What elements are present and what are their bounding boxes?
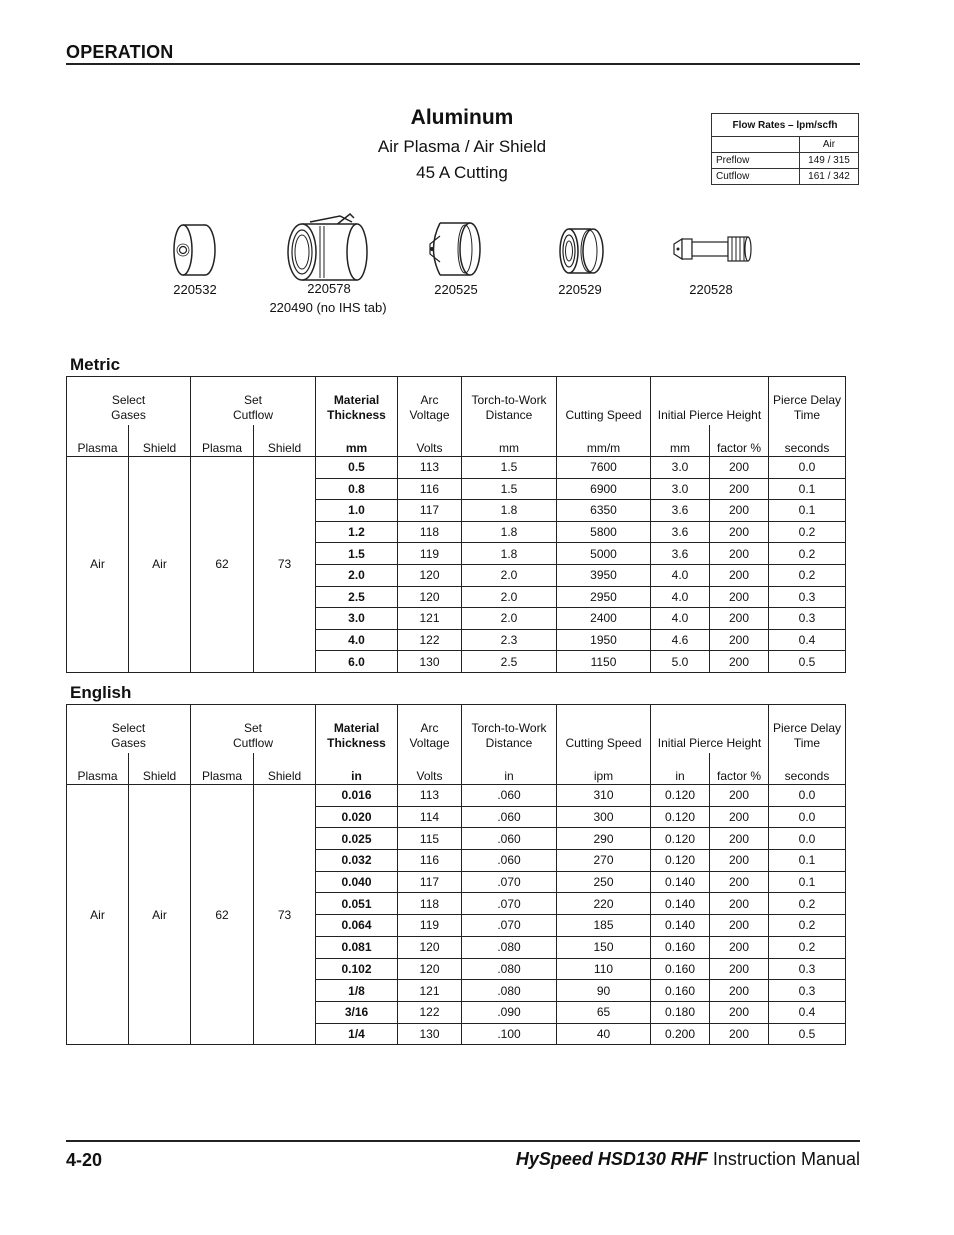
unit-label: factor % [710, 753, 769, 785]
header-torch-to-work: Torch-to-Work Distance [462, 377, 557, 425]
table-cell: 5.0 [651, 651, 710, 673]
table-cell: 200 [710, 1001, 769, 1023]
table-cell: 200 [710, 980, 769, 1002]
table-cell: .080 [462, 980, 557, 1002]
gas-setting-cell: 62 [191, 785, 254, 1045]
header-set-cutflow: Set Cutflow [191, 705, 316, 753]
table-cell: 0.032 [316, 850, 398, 872]
table-cell: 0.064 [316, 915, 398, 937]
table-cell: 0.1 [769, 478, 846, 500]
table-cell: 0.140 [651, 893, 710, 915]
shield-cap-icon [170, 220, 220, 280]
table-cell: 118 [398, 521, 462, 543]
table-cell: 4.0 [316, 629, 398, 651]
table-cell: 2.0 [462, 608, 557, 630]
table-cell: 110 [557, 958, 651, 980]
table-cell: 2950 [557, 586, 651, 608]
table-cell: 7600 [557, 457, 651, 479]
header-material-thickness: Material Thickness [316, 705, 398, 753]
metric-label: Metric [70, 355, 121, 374]
table-cell: 0.4 [769, 629, 846, 651]
unit-label: Volts [398, 753, 462, 785]
unit-label: factor % [710, 425, 769, 457]
table-cell: 120 [398, 958, 462, 980]
table-cell: 0.8 [316, 478, 398, 500]
table-cell: 1.0 [316, 500, 398, 522]
table-cell: 6900 [557, 478, 651, 500]
table-cell: 250 [557, 871, 651, 893]
table-cell: 0.2 [769, 543, 846, 565]
table-cell: 3.0 [316, 608, 398, 630]
table-cell: 2.0 [462, 564, 557, 586]
table-cell: 3.6 [651, 500, 710, 522]
gas-setting-cell: Air [67, 785, 129, 1045]
table-cell: 0.4 [769, 1001, 846, 1023]
table-cell: 0.3 [769, 980, 846, 1002]
table-cell: .100 [462, 1023, 557, 1045]
table-cell: 0.1 [769, 500, 846, 522]
unit-label: mm [316, 425, 398, 457]
table-cell: 3.6 [651, 543, 710, 565]
table-cell: 0.140 [651, 915, 710, 937]
table-cell: 200 [710, 521, 769, 543]
table-cell: 2.0 [462, 586, 557, 608]
header-torch-to-work: Torch-to-Work Distance [462, 705, 557, 753]
unit-label: Shield [129, 753, 191, 785]
gas-setting-cell: Air [67, 457, 129, 673]
table-cell: 115 [398, 828, 462, 850]
unit-label: in [651, 753, 710, 785]
table-cell: 270 [557, 850, 651, 872]
table-cell: .060 [462, 806, 557, 828]
table-cell: 200 [710, 543, 769, 565]
table-row [67, 457, 846, 479]
table-cell: 0.016 [316, 785, 398, 807]
table-cell: 117 [398, 871, 462, 893]
footer-rule [66, 1140, 860, 1142]
table-cell: 0.2 [769, 521, 846, 543]
table-cell: 121 [398, 980, 462, 1002]
table-cell: 200 [710, 806, 769, 828]
table-cell: 200 [710, 785, 769, 807]
header-cutting-speed: Cutting Speed [557, 377, 651, 425]
table-cell: 0.040 [316, 871, 398, 893]
table-cell: 65 [557, 1001, 651, 1023]
flow-row-label: Cutflow [712, 169, 800, 185]
header-arc-voltage: Arc Voltage [398, 377, 462, 425]
table-cell: 200 [710, 586, 769, 608]
table-cell: 0.120 [651, 785, 710, 807]
section-title: OPERATION [66, 42, 174, 62]
gas-setting-cell: 73 [254, 457, 316, 673]
table-cell: 0.2 [769, 915, 846, 937]
table-cell: 200 [710, 478, 769, 500]
header-select-gases: Select Gases [67, 377, 191, 425]
table-cell: 2400 [557, 608, 651, 630]
unit-label: seconds [769, 753, 846, 785]
unit-label: in [462, 753, 557, 785]
unit-label: ipm [557, 753, 651, 785]
table-cell: .060 [462, 850, 557, 872]
table-cell: 2.0 [316, 564, 398, 586]
metric-cut-chart-table [66, 376, 846, 673]
table-cell: 4.0 [651, 564, 710, 586]
header-pierce-delay: Pierce Delay Time [769, 705, 846, 753]
table-cell: 130 [398, 651, 462, 673]
table-cell: 2.5 [316, 586, 398, 608]
table-cell: 5800 [557, 521, 651, 543]
table-cell: 0.1 [769, 871, 846, 893]
table-cell: 200 [710, 893, 769, 915]
header-cutting-speed: Cutting Speed [557, 705, 651, 753]
flow-row-value: 161 / 342 [800, 169, 859, 185]
table-cell: 200 [710, 936, 769, 958]
gas-setting-cell: Air [129, 457, 191, 673]
table-cell: 0.180 [651, 1001, 710, 1023]
table-cell: 200 [710, 1023, 769, 1045]
table-cell: 0.102 [316, 958, 398, 980]
unit-label: Plasma [191, 753, 254, 785]
table-cell: 0.0 [769, 828, 846, 850]
table-cell: 1950 [557, 629, 651, 651]
table-cell: 0.140 [651, 871, 710, 893]
table-cell: 6.0 [316, 651, 398, 673]
electrode-icon [670, 232, 755, 266]
table-cell: 200 [710, 850, 769, 872]
table-cell: 200 [710, 915, 769, 937]
table-cell: 0.3 [769, 958, 846, 980]
table-cell: 200 [710, 629, 769, 651]
table-cell: 0.200 [651, 1023, 710, 1045]
table-cell: 118 [398, 893, 462, 915]
part-number: 220578 [307, 281, 351, 296]
table-cell: 3950 [557, 564, 651, 586]
table-cell: 200 [710, 871, 769, 893]
table-cell: 113 [398, 785, 462, 807]
table-cell: 0.020 [316, 806, 398, 828]
product-name: HySpeed HSD130 RHF [515, 1149, 708, 1169]
unit-label: mm/m [557, 425, 651, 457]
table-cell: 122 [398, 1001, 462, 1023]
manual-title [516, 1149, 860, 1170]
table-cell: 1/8 [316, 980, 398, 1002]
unit-label: in [316, 753, 398, 785]
table-cell: 200 [710, 608, 769, 630]
table-cell: 0.3 [769, 608, 846, 630]
header-initial-pierce-height: Initial Pierce Height [651, 377, 769, 425]
table-row [67, 785, 846, 807]
table-cell: .080 [462, 958, 557, 980]
table-cell: 0.0 [769, 457, 846, 479]
table-cell: 3.6 [651, 521, 710, 543]
subtitle-gases: Air Plasma / Air Shield [377, 137, 547, 156]
table-cell: 200 [710, 564, 769, 586]
unit-label: Shield [254, 753, 316, 785]
table-cell: 0.1 [769, 850, 846, 872]
manual-suffix: Instruction Manual [707, 1149, 860, 1169]
header-pierce-delay: Pierce Delay Time [769, 377, 846, 425]
table-cell: 1.2 [316, 521, 398, 543]
english-cut-chart-table [66, 704, 846, 1045]
unit-label: Plasma [67, 425, 129, 457]
table-cell: 150 [557, 936, 651, 958]
table-cell: 0.120 [651, 828, 710, 850]
table-cell: 200 [710, 958, 769, 980]
table-cell: 0.081 [316, 936, 398, 958]
table-cell: 0.5 [769, 1023, 846, 1045]
table-cell: 40 [557, 1023, 651, 1045]
gas-setting-cell: 73 [254, 785, 316, 1045]
part-number: 220532 [173, 282, 217, 297]
table-cell: .060 [462, 828, 557, 850]
table-cell: 200 [710, 500, 769, 522]
table-cell: 117 [398, 500, 462, 522]
table-cell: .060 [462, 785, 557, 807]
table-cell: 0.0 [769, 806, 846, 828]
part-number: 220525 [434, 282, 478, 297]
table-cell: .080 [462, 936, 557, 958]
table-cell: 113 [398, 457, 462, 479]
table-cell: 4.0 [651, 608, 710, 630]
table-cell: 6350 [557, 500, 651, 522]
table-cell: 3/16 [316, 1001, 398, 1023]
table-cell: 120 [398, 936, 462, 958]
table-cell: 300 [557, 806, 651, 828]
table-cell: 4.0 [651, 586, 710, 608]
table-cell: 0.160 [651, 958, 710, 980]
table-cell: 116 [398, 850, 462, 872]
table-cell: 1.5 [316, 543, 398, 565]
table-cell: .070 [462, 893, 557, 915]
unit-label: Shield [129, 425, 191, 457]
table-cell: 310 [557, 785, 651, 807]
table-cell: 0.2 [769, 893, 846, 915]
table-cell: 1.8 [462, 521, 557, 543]
retaining-cap-icon [280, 210, 375, 285]
gas-setting-cell: 62 [191, 457, 254, 673]
flow-rates-title: Flow Rates – lpm/scfh [712, 114, 859, 137]
table-cell: 0.5 [769, 651, 846, 673]
unit-label: mm [651, 425, 710, 457]
header-select-gases: Select Gases [67, 705, 191, 753]
unit-label: Volts [398, 425, 462, 457]
table-cell: .070 [462, 915, 557, 937]
unit-label: Plasma [67, 753, 129, 785]
header-material-thickness: Material Thickness [316, 377, 398, 425]
table-cell: 3.0 [651, 457, 710, 479]
table-cell: 0.120 [651, 806, 710, 828]
table-cell: 120 [398, 564, 462, 586]
table-cell: 220 [557, 893, 651, 915]
table-cell: 200 [710, 651, 769, 673]
table-cell: 121 [398, 608, 462, 630]
table-cell: 2.3 [462, 629, 557, 651]
flow-row-label: Preflow [712, 153, 800, 169]
table-cell: 0.160 [651, 980, 710, 1002]
table-cell: 0.2 [769, 564, 846, 586]
table-cell: 0.120 [651, 850, 710, 872]
table-cell: 1.5 [462, 478, 557, 500]
header-arc-voltage: Arc Voltage [398, 705, 462, 753]
header-rule [66, 63, 860, 65]
gas-setting-cell: Air [129, 785, 191, 1045]
header-set-cutflow: Set Cutflow [191, 377, 316, 425]
table-cell: 5000 [557, 543, 651, 565]
table-cell: 0.5 [316, 457, 398, 479]
part-number: 220529 [558, 282, 602, 297]
table-cell: 1.8 [462, 500, 557, 522]
part-number: 220528 [689, 282, 733, 297]
flow-rates-table [711, 113, 859, 185]
table-cell: 0.051 [316, 893, 398, 915]
flow-gas-header: Air [800, 137, 859, 153]
table-cell: 119 [398, 915, 462, 937]
table-cell: 200 [710, 828, 769, 850]
table-cell: .070 [462, 871, 557, 893]
header-initial-pierce-height: Initial Pierce Height [651, 705, 769, 753]
table-cell: 3.0 [651, 478, 710, 500]
unit-label: Shield [254, 425, 316, 457]
table-cell: 1.8 [462, 543, 557, 565]
table-cell: 0.025 [316, 828, 398, 850]
table-cell: 1/4 [316, 1023, 398, 1045]
english-label: English [70, 683, 132, 702]
table-cell: 0.3 [769, 586, 846, 608]
unit-label: seconds [769, 425, 846, 457]
unit-label: mm [462, 425, 557, 457]
table-cell: 200 [710, 457, 769, 479]
table-cell: 0.160 [651, 936, 710, 958]
table-cell: .090 [462, 1001, 557, 1023]
table-cell: 130 [398, 1023, 462, 1045]
table-cell: 120 [398, 586, 462, 608]
nozzle-icon [425, 218, 485, 280]
table-cell: 185 [557, 915, 651, 937]
table-cell: 0.2 [769, 936, 846, 958]
page-number: 4-20 [66, 1150, 103, 1170]
table-cell: 1.5 [462, 457, 557, 479]
flow-row-value: 149 / 315 [800, 153, 859, 169]
subtitle-current: 45 A Cutting [416, 163, 508, 182]
table-cell: 114 [398, 806, 462, 828]
table-cell: 90 [557, 980, 651, 1002]
table-cell: 4.6 [651, 629, 710, 651]
unit-label: Plasma [191, 425, 254, 457]
table-cell: 1150 [557, 651, 651, 673]
table-cell: 116 [398, 478, 462, 500]
swirl-ring-icon [555, 225, 610, 277]
page-title: Aluminum [410, 106, 514, 129]
table-cell: 290 [557, 828, 651, 850]
table-cell: 122 [398, 629, 462, 651]
table-cell: 0.0 [769, 785, 846, 807]
part-number-note: 220490 (no IHS tab) [269, 300, 387, 315]
table-cell: 119 [398, 543, 462, 565]
table-cell: 2.5 [462, 651, 557, 673]
